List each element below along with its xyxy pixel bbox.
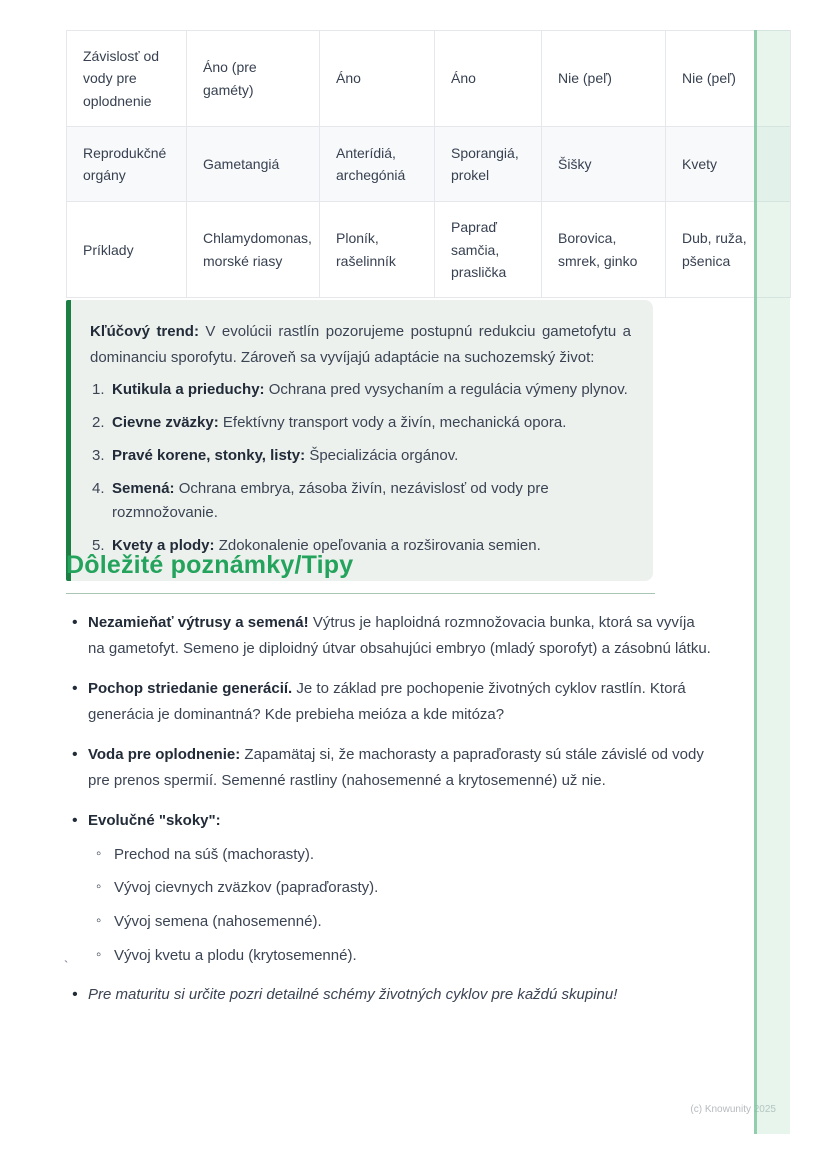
tip-term: Nezamieňať výtrusy a semená!: [88, 614, 309, 631]
maturita-note: • Pre maturitu si určite pozri detailné schémy životných cyklov pre každú skupinu!: [66, 982, 714, 1008]
stray-character: `: [64, 958, 69, 973]
notes-section-header: [66, 551, 655, 594]
copyright-footer: (c) Knowunity 2025: [690, 1104, 776, 1115]
table-cell: Ploník, rašelinník: [320, 202, 435, 298]
adaptation-term: Cievne zväzky:: [112, 413, 219, 431]
adaptation-item: [92, 378, 631, 402]
table-cell: Gametangiá: [187, 127, 320, 202]
row-header: Reprodukčné orgány: [67, 127, 187, 202]
table-cell: Borovica, smrek, ginko: [542, 202, 666, 298]
adaptation-item: [92, 477, 631, 525]
table-cell: Sporangiá, prokel: [435, 127, 542, 202]
evolution-step: ◦ Vývoj kvetu a plodu (krytosemenné).: [88, 945, 714, 967]
adaptation-desc: Špecializácia orgánov.: [309, 446, 459, 464]
tip-desc: Zapamätaj si, že machorasty a papraďorasty sú stále závislé od vody pre prenos spermií. Semenné rastliny (nahosemenné a krytosemenné) už nie.: [88, 746, 704, 789]
evolution-step: ◦ Vývoj semena (nahosemenné).: [88, 911, 714, 933]
adaptation-desc: Efektívny transport vody a živín, mechanická opora.: [222, 413, 567, 431]
tip-desc: Je to základ pre pochopenie životných cyklov rastlín. Ktorá generácia je dominantná? Kde prebieha meióza a kde mitóza?: [88, 680, 686, 723]
adaptation-term: Kvety a plody:: [112, 536, 215, 554]
heading-divider: [66, 593, 655, 594]
notes-list: [66, 610, 714, 1022]
row-header: Závislosť od vody pre oplodnenie: [67, 31, 187, 127]
callout-lead-text: V evolúcii rastlín pozorujeme postupnú redukciu gametofytu a dominanciu sporofytu. Zároveň sa vyvíjajú adaptácie na suchozemský život:: [90, 323, 631, 366]
table-cell: Šišky: [542, 127, 666, 202]
adaptation-term: Semená:: [112, 479, 175, 497]
evolution-step: ◦ Prechod na súš (machorasty).: [88, 844, 714, 866]
table-cell: Áno: [435, 31, 542, 127]
callout-lead: [90, 319, 631, 371]
table-cell: Áno (pre gaméty): [187, 31, 320, 127]
adaptation-desc: Ochrana pred vysychaním a regulácia výmeny plynov.: [268, 380, 628, 398]
tip-term: Pochop striedanie generácií.: [88, 680, 293, 697]
tip-term: Evolučné "skoky":: [88, 812, 221, 829]
adaptation-desc: Ochrana embrya, zásoba živín, nezávislosť od vody pre rozmnožovanie.: [112, 479, 549, 521]
adaptation-list: [92, 378, 631, 558]
adaptation-desc: Zdokonalenie opeľovania a rozširovania semien.: [218, 536, 541, 554]
table-row: [67, 127, 791, 202]
tip-item: [66, 808, 714, 967]
table-cell: Chlamydomonas, morské riasy: [187, 202, 320, 298]
tip-term: Voda pre oplodnenie:: [88, 746, 241, 763]
table-cell: Áno: [320, 31, 435, 127]
table-cell: Papraď samčia, praslička: [435, 202, 542, 298]
tip-item: [66, 676, 714, 727]
table-cell: Nie (peľ): [542, 31, 666, 127]
table-cell: Nie (peľ): [666, 31, 791, 127]
evolution-steps-list: [88, 844, 714, 967]
adaptation-term: Pravé korene, stonky, listy:: [112, 446, 306, 464]
table-row: [67, 31, 791, 127]
section-title: Dôležité poznámky/Tipy: [66, 551, 354, 579]
tip-item: [66, 610, 714, 661]
tip-desc: Výtrus je haploidná rozmnožovacia bunka, ktorá sa vyvíja na gametofyt. Semeno je diploidný útvar obsahujúci embryo (mladý sporofyt) a zásobnú látku.: [88, 614, 711, 657]
table-row: [67, 202, 791, 298]
row-header: Príklady: [67, 202, 187, 298]
table-cell: Anterídiá, archegóniá: [320, 127, 435, 202]
table-cell: Dub, ruža, pšenica: [666, 202, 791, 298]
key-trend-callout: [66, 300, 653, 581]
adaptation-item: [92, 444, 631, 468]
tip-item: [66, 742, 714, 793]
evolution-step: ◦ Vývoj cievnych zväzkov (papraďorasty).: [88, 877, 714, 899]
adaptation-item: [92, 411, 631, 435]
adaptation-term: Kutikula a prieduchy:: [112, 380, 265, 398]
callout-lead-term: Kľúčový trend:: [90, 323, 199, 340]
table-cell: Kvety: [666, 127, 791, 202]
tips-list: [66, 610, 714, 1007]
comparison-table: [66, 30, 791, 298]
plant-groups-table: [66, 30, 791, 298]
